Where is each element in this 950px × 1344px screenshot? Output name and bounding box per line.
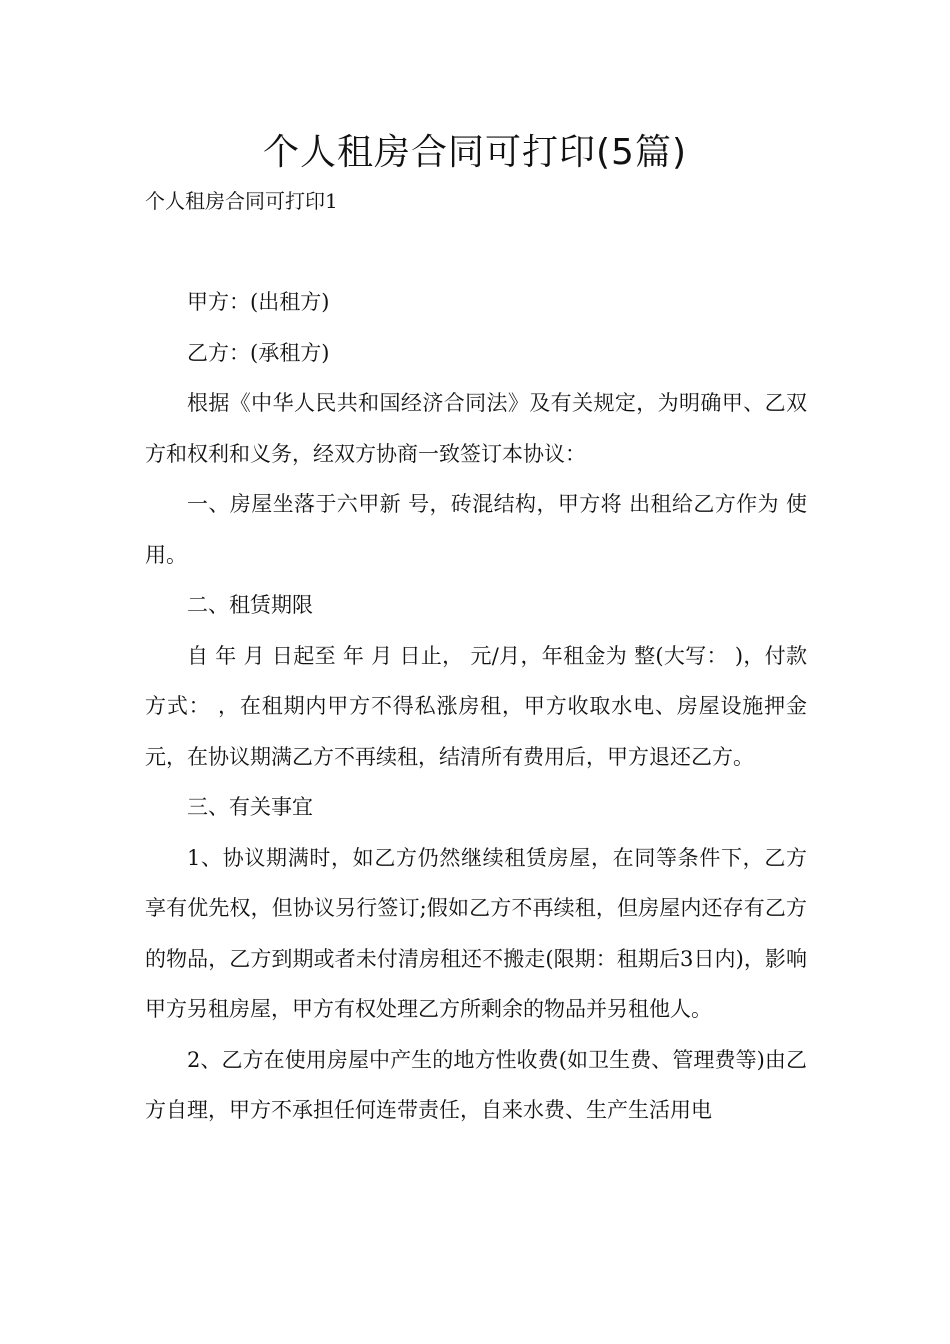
paragraph-clause-2-heading: 二、租赁期限 [187,593,313,617]
document-subtitle: 个人租房合同可打印1 [145,189,338,213]
paragraph-clause-3-heading: 三、有关事宜 [187,795,313,819]
paragraph-clause-2-body: 自 年 月 日起至 年 月 日止， 元/月，年租金为 整(大写： )，付款方式： ，在租期内甲方不得私涨房租，甲方收取水电、房屋设施押金 元，在协议期满乙方不再续租，结清所有费用后，甲方退还乙方。 [145,643,807,769]
paragraph-party-b: 乙方：(承租方) [187,340,330,365]
paragraph-preamble: 根据《中华人民共和国经济合同法》及有关规定，为明确甲、乙双方和权利和义务，经双方协商一致签订本协议： [145,391,807,466]
paragraph-party-a: 甲方：(出租方) [187,290,330,314]
document-body [145,277,807,1136]
paragraph-clause-3-item-1: 1、协议期满时，如乙方仍然继续租赁房屋，在同等条件下，乙方享有优先权，但协议另行签订;假如乙方不再续租，但房屋内还存有乙方的物品，乙方到期或者未付清房租还不搬走(限期：租期后3日内)，影响甲方另租房屋，甲方有权处理乙方所剩余的物品并另租他人。 [145,845,807,1021]
document-title: 个人租房合同可打印(5篇) [263,132,687,173]
paragraph-clause-1: 一、房屋坐落于六甲新 号，砖混结构，甲方将 出租给乙方作为 使用。 [145,492,807,567]
paragraph-clause-3-item-2: 2、乙方在使用房屋中产生的地方性收费(如卫生费、管理费等)由乙方自理，甲方不承担任何连带责任，自来水费、生产生活用电 [145,1047,807,1122]
